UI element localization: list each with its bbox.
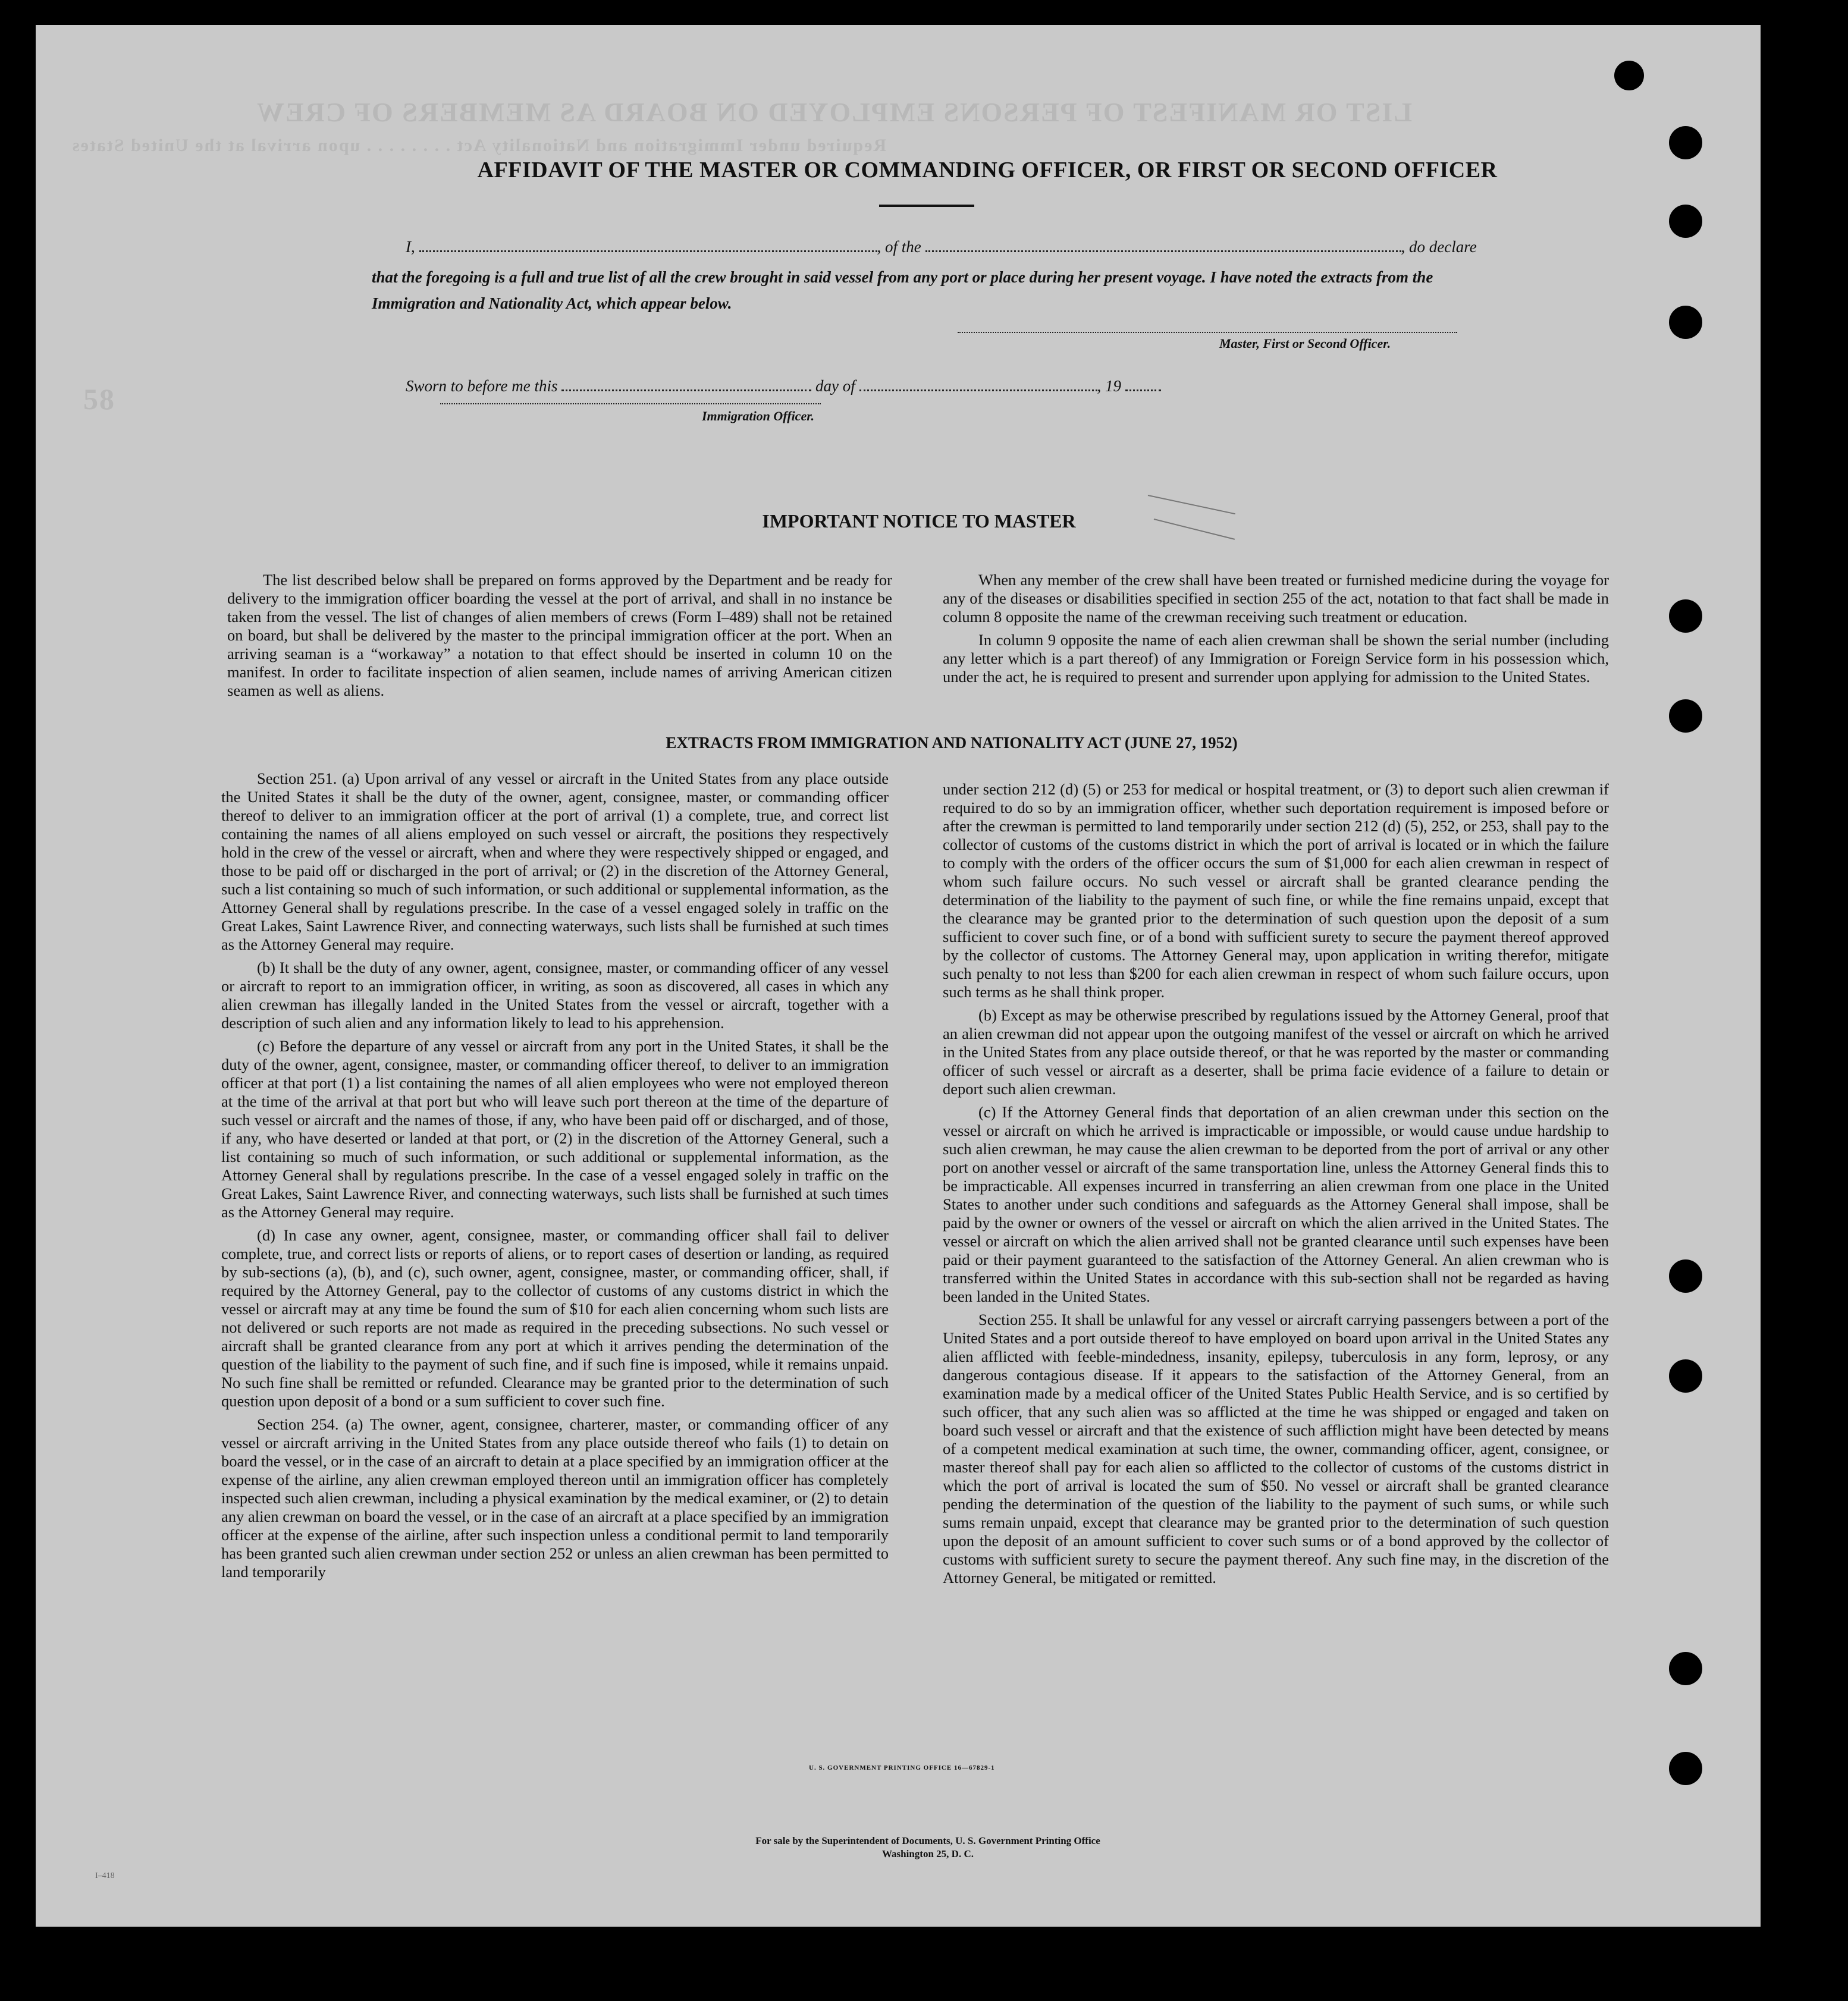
sale-line: For sale by the Superintendent of Documents, U. S. Government Printing Office bbox=[755, 1835, 1100, 1846]
punch-hole bbox=[1669, 205, 1702, 238]
of-the-label: , of the bbox=[877, 238, 921, 256]
punch-hole bbox=[1669, 1259, 1702, 1293]
extract-paragraph: Section 255. It shall be unlawful for any vessel or aircraft carrying passengers between a port of the United States and a port outside thereof to have employed on board upon arrival in the United States any alien afflicted with feeble-mindedness, insanity, epilepsy, tuberculosis in any form, leprosy, or any dangerous contagious disease. If it appears to the satisfaction of the Attorney General, from an examination made by a medical officer of the United States Public Health Service, and is so certified by such officer, that any such alien was so afflicted at the time he was shipped or engaged and taken on board such vessel or aircraft and that the existence of such affliction might have been detected by means of a competent medical examination at such time, the owner, commanding officer, agent, consignee, or master thereof shall pay for each alien so afflicted to the collector of customs of the customs district in which the port of arrival is located the sum of $50. No vessel or aircraft shall be granted clearance pending the determination of the question of the liability to the payment of such sums, or while such sums remain unpaid, except that clearance may be granted prior to the determination of such question upon the deposit of an amount sufficient to cover such sums or of a bond approved by the collector of customs with sufficient surety to secure the payment thereof. Any such fine may, in the discretion of the Attorney General, be mitigated or remitted. bbox=[943, 1311, 1609, 1587]
punch-hole bbox=[1669, 126, 1702, 159]
year-label: , 19 bbox=[1097, 377, 1121, 395]
immigration-officer-caption: Immigration Officer. bbox=[702, 409, 815, 423]
punch-hole bbox=[1669, 1359, 1702, 1393]
extract-paragraph: (b) Except as may be otherwise prescribed by regulations issued by the Attorney General, proof that an alien crewman did not appear upon the outgoing manifest of the vessel or aircraft on which he arrived in the United States from any place outside thereof, or that he was reported by the master or commanding officer of such vessel or aircraft as a deserter, shall be prima facie evidence of a failure to detain or deport such alien crewman. bbox=[943, 1006, 1609, 1098]
punch-hole bbox=[1669, 1652, 1702, 1685]
sworn-year-field[interactable] bbox=[1125, 387, 1161, 391]
punch-hole bbox=[1669, 699, 1702, 733]
punch-hole bbox=[1669, 1752, 1702, 1785]
notice-heading: IMPORTANT NOTICE TO MASTER bbox=[762, 510, 1076, 532]
extract-paragraph: under section 212 (d) (5) or 253 for medical or hospital treatment, or (3) to deport such alien crewman if required to do so by an immigration officer, whether such deportation requirement is imposed before or after the crewman is permitted to land temporarily under section 212 (d) (5), 252, or 253, shall pay to the collector of customs of the customs district in which the port of arrival is located or in which the failure to comply with the orders of the officer occurs the sum of $1,000 for each alien crewman in respect of whom such failure occurs. No such vessel or aircraft shall be granted clearance pending the determination of the liability to the payment of such fine, or while the fine remains unpaid, except that the clearance may be granted prior to the determination of such question upon the deposit of a sum sufficient to cover such fine, or of a bond with sufficient surety to secure the payment thereof approved by the collector of customs. The Attorney General may, upon application in writing therefor, mitigate such penalty to not less than $200 for each alien crewman in respect of whom such failure occurs, upon such terms as he shall think proper. bbox=[943, 780, 1609, 1001]
bleedthrough-heading: LIST OR MANIFEST OF PERSONS EMPLOYED ON BOARD AS MEMBERS OF CREW bbox=[256, 97, 1412, 127]
notice-left-paragraph: The list described below shall be prepared on forms approved by the Department and be ready for delivery to the immigration officer boarding the vessel at the port of arrival, and shall in no instance be taken from the vessel. The list of changes of alien members of crews (Form I–489) shall not be retained on board, but shall be delivered by the master to the principal immigration officer at the port. When an arriving seaman is a “workaway” a notation to that effect should be inserted in column 10 on the manifest. In order to facilitate inspection of alien seamen, include names of arriving American citizen seamen as well as aliens. bbox=[227, 571, 892, 699]
sworn-line bbox=[406, 377, 1161, 395]
affidavit-title: AFFIDAVIT OF THE MASTER OR COMMANDING OFFICER, OR FIRST OR SECOND OFFICER bbox=[477, 158, 1498, 183]
notice-right-column bbox=[943, 571, 1609, 691]
sworn-label: Sworn to before me this bbox=[406, 377, 558, 395]
extracts-heading: EXTRACTS FROM IMMIGRATION AND NATIONALITY ACT (JUNE 27, 1952) bbox=[666, 734, 1238, 752]
punch-hole bbox=[1669, 306, 1702, 339]
printing-office-line: U. S. GOVERNMENT PRINTING OFFICE 16—67829-1 bbox=[809, 1764, 995, 1771]
extract-paragraph: (c) If the Attorney General finds that deportation of an alien crewman under this section on the vessel or aircraft on which he arrived is impracticable or impossible, or would cause undue hardship to such alien crewman, he may cause the alien crewman to be deported from the port of arrival or any other port on another vessel or aircraft of the same transportation line, unless the Attorney General finds this to be impracticable. All expenses incurred in transferring an alien crewman from one place in the United States to another under such conditions and safeguards as the Attorney General shall impose, shall be paid by the owner or owners of the vessel or aircraft on which the alien arrived in the United States. The vessel or aircraft on which the alien arrived shall not be granted clearance until such expenses have been paid or their payment guaranteed to the satisfaction of the Attorney General. An alien crewman who is transferred within the United States in accordance with this sub-section shall not be regarded as having been landed in the United States. bbox=[943, 1103, 1609, 1305]
master-signature-field[interactable] bbox=[958, 332, 1457, 333]
day-of-label: day of bbox=[815, 377, 855, 395]
declarant-line bbox=[406, 238, 1477, 256]
sale-notice bbox=[630, 1834, 1225, 1861]
form-code: I–418 bbox=[95, 1871, 115, 1880]
extract-paragraph: (c) Before the departure of any vessel or aircraft from any port in the United States, it shall be the duty of the owner, agent, consignee, master, or commanding officer thereof, to deliver to an immigration officer at that port (1) a list containing the names of all alien employees who were not employed thereon at the time of the arrival at that port but who will leave such port thereon at the time of the departure of such vessel or aircraft and the names of those, if any, who have been paid off or discharged, and of those, if any, who have deserted or landed at that port, or (2) in the discretion of the Attorney General, such a list containing so much of such information, or such additional or supplemental information, as the Attorney General shall by regulations prescribe. In the case of a vessel engaged solely in traffic on the Great Lakes, Saint Lawrence River, and connecting waterways, such lists shall be furnished at such times as the Attorney General may require. bbox=[221, 1037, 889, 1221]
sale-line: Washington 25, D. C. bbox=[882, 1848, 974, 1859]
extracts-right-column bbox=[943, 780, 1609, 1592]
punch-hole bbox=[1669, 599, 1702, 633]
extract-paragraph: Section 251. (a) Upon arrival of any vessel or aircraft in the United States from any place outside the United States it shall be the duty of the owner, agent, consignee, master, or commanding officer thereof to deliver to an immigration officer at the port of arrival (1) a complete, true, and correct list containing the names of all aliens employed on such vessel or aircraft, the positions they respectively hold in the crew of the vessel or aircraft, when and where they were respectively shipped or engaged, and those to be paid off or discharged in the port of arrival; or (2) in the discretion of the Attorney General, such a list containing so much of such information, or such additional or supplemental information, as the Attorney General shall by regulations prescribe. In the case of a vessel engaged solely in traffic on the Great Lakes, Saint Lawrence River, and connecting waterways, such lists shall be furnished at such times as the Attorney General may require. bbox=[221, 769, 889, 953]
extracts-left-column bbox=[221, 769, 889, 1586]
extract-paragraph: (b) It shall be the duty of any owner, agent, consignee, master, or commanding officer of any vessel or aircraft to report to an immigration officer, in writing, as soon as discovered, all cases in which any alien crewman has illegally landed in the United States from the vessel or aircraft, together with a description of such alien and any information likely to lead to his apprehension. bbox=[221, 959, 889, 1032]
extract-paragraph: (d) In case any owner, agent, consignee, master, or commanding officer shall fail to deliver complete, true, and correct lists or reports of aliens, or to report cases of desertion or landing, as required by sub-sections (a), (b), and (c), such owner, agent, consignee, master, or commanding officer, shall, if required by the Attorney General, pay to the collector of customs of any customs district in which the vessel or aircraft may at any time be found the sum of $10 for each alien concerning whom such lists are not delivered or such reports are not made as required in the preceding subsections. No such vessel or aircraft shall be granted clearance from any port at which it arrives pending the determination of the question of the liability to the payment of such fine, and if such fine is imposed, while it remains unpaid. No such fine shall be remitted or refunded. Clearance may be granted prior to the determination of such question upon deposit of a bond or a sum sufficient to cover such fine. bbox=[221, 1226, 889, 1410]
extract-paragraph: Section 254. (a) The owner, agent, consignee, charterer, master, or commanding officer of any vessel or aircraft arriving in the United States from any place outside thereof who fails (1) to detain on board the vessel, or in the case of an aircraft to detain at a place specified by an immigration officer at the expense of the airline, any alien crewman employed thereon until an immigration officer has completely inspected such alien crewman, including a physical examination by the medical examiner, or (2) to detain any alien crewman on board the vessel, or in the case of an aircraft at a place specified by an immigration officer at the expense of the airline, after such inspection unless a conditional permit to land temporarily has been granted such alien crewman under section 252 or unless an alien crewman has been permitted to land temporarily bbox=[221, 1415, 889, 1581]
vessel-name-field[interactable] bbox=[925, 248, 1401, 252]
notice-left-column bbox=[227, 571, 892, 705]
i-label: I, bbox=[406, 238, 415, 256]
declarant-name-field[interactable] bbox=[419, 248, 877, 252]
punch-hole bbox=[1614, 61, 1644, 90]
sworn-month-field[interactable] bbox=[859, 387, 1097, 391]
bleedthrough-subheading: Required under Immigration and Nationality Act . . . . . . . . upon arrival at the United States bbox=[71, 136, 887, 155]
title-underline bbox=[879, 205, 974, 207]
notice-right-paragraph: When any member of the crew shall have been treated or furnished medicine during the voyage for any of the diseases or disabilities specified in section 255 of the act, notation to that fact shall be made in column 8 opposite the name of the crewman receiving such treatment or education. bbox=[943, 571, 1609, 626]
form-sheet bbox=[36, 25, 1761, 1927]
master-signature-caption: Master, First or Second Officer. bbox=[1219, 336, 1391, 351]
do-declare-label: , do declare bbox=[1401, 238, 1477, 256]
immigration-officer-signature-field[interactable] bbox=[440, 403, 821, 404]
sworn-day-field[interactable] bbox=[561, 387, 811, 391]
declaration-text: that the foregoing is a full and true list of all the crew brought in said vessel from any port or place during her present voyage. I have noted the extracts from the Immigration and Nationality Act, which appear below. bbox=[372, 268, 1433, 312]
notice-right-paragraph: In column 9 opposite the name of each alien crewman shall be shown the serial number (including any letter which is a part thereof) of any Immigration or Foreign Service form in his possession which, under the act, he is required to present and surrender upon applying for admission to the United States. bbox=[943, 631, 1609, 686]
bleedthrough-margin-number: 58 bbox=[83, 382, 115, 416]
